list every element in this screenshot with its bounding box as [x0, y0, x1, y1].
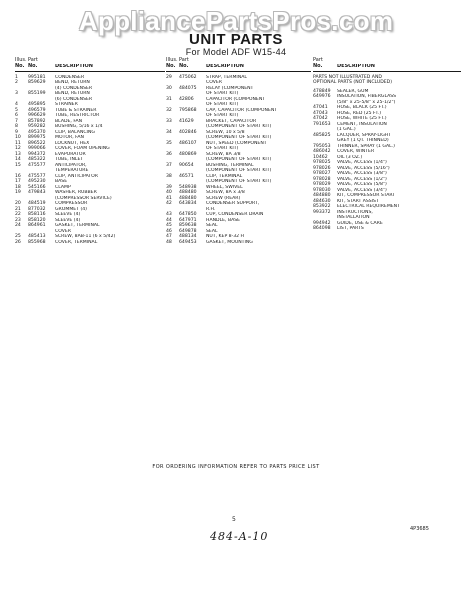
illus-number: 19: [15, 190, 21, 195]
part-description: GASKET, TERMINAL: [55, 223, 100, 228]
illus-number: 10: [15, 135, 21, 140]
part-number: 896522: [28, 140, 46, 146]
part-description: CLAMP: [55, 184, 71, 190]
illus-number: 2: [15, 80, 18, 85]
illus-number: 6: [15, 113, 18, 118]
part-description: EVAPORATOR: [55, 151, 86, 157]
illus-number: 38: [166, 173, 172, 179]
part-description: CONDENSER SUPPORT,: [206, 201, 260, 206]
illus-number: 20: [15, 201, 21, 206]
illus-number: 45: [166, 223, 172, 228]
part-description: TUBE, INLET: [55, 157, 84, 162]
part-number: 994942: [313, 220, 331, 226]
illus-number: 44: [166, 217, 172, 223]
header-no: No.: [166, 63, 176, 69]
part-number: 855968: [28, 239, 46, 245]
illus-number: 4: [15, 102, 18, 107]
part-description: CONDENSER: [55, 74, 85, 80]
part-number: 647850: [179, 212, 197, 217]
illus-number: 31: [166, 96, 172, 102]
part-number: 488480: [179, 190, 197, 195]
part-number: 647971: [179, 217, 197, 223]
part-number: 994372: [28, 151, 46, 157]
part-number: 859629: [28, 80, 46, 85]
part-description: (COMPONENT OF START KIT): [206, 135, 272, 140]
part-number: 488480: [179, 195, 197, 201]
illus-number: 25: [15, 234, 21, 239]
illus-number: 5: [15, 107, 18, 113]
illus-number: 33: [166, 118, 172, 124]
part-number: 643834: [179, 201, 197, 206]
part-description: CLIP, BALANCING: [55, 129, 95, 135]
part-description: NUT, SPEED (COMPONENT: [206, 140, 267, 146]
page-title: UNIT PARTS: [189, 31, 283, 48]
part-number: 649878: [179, 228, 197, 234]
part-description: GUIDE, USE & CARE: [337, 220, 383, 226]
parts-column-2: [166, 58, 311, 245]
part-number: 999066: [28, 146, 46, 151]
part-description: GROMMET (4): [55, 206, 87, 212]
part-description: LIST, PARTS: [337, 226, 364, 231]
part-description: STRAINER: [55, 102, 78, 107]
header-part: Part: [28, 57, 38, 63]
part-number: 484519: [28, 201, 46, 206]
part-number: 877032: [28, 206, 46, 212]
part-number: 978026: [313, 165, 331, 171]
illus-number: 1: [15, 74, 18, 80]
part-description: RELAY (COMPONENT: [206, 85, 254, 91]
part-description: COVER: [206, 80, 222, 85]
part-number: 649453: [179, 239, 197, 245]
column-header: [15, 64, 165, 72]
illus-number: 41: [166, 195, 172, 201]
part-description: SCREW (REAR): [206, 195, 241, 201]
part-description: BEND, RETURN: [55, 80, 90, 85]
part-number: 495370: [28, 129, 46, 135]
header-part: Part: [179, 57, 189, 63]
illus-number: 18: [15, 184, 21, 190]
part-description: R.H.: [206, 206, 216, 212]
illus-number: 30: [166, 85, 172, 91]
illus-number: 26: [15, 239, 21, 245]
part-description: STRAP, TERMINAL: [206, 74, 247, 80]
part-number: 859638: [179, 223, 197, 228]
part-description: INSTRUCTIONS,: [337, 209, 373, 215]
note-line: OPTIONAL PARTS (NOT INCLUDED): [313, 80, 392, 85]
illus-number: 7: [15, 118, 18, 124]
part-description: WHEEL, SWIVEL: [206, 184, 243, 190]
part-description: CAPACITOR (COMPONENT: [206, 96, 266, 102]
illus-number: 3: [15, 91, 18, 96]
part-description: COVER: [55, 228, 71, 234]
part-description: MOTOR, FAN: [55, 135, 84, 140]
illus-number: 48: [166, 239, 172, 245]
illus-number: 40: [166, 190, 172, 195]
part-number: 478849: [313, 88, 331, 94]
part-description: (1 GAL.): [337, 127, 356, 132]
part-description: SLEEVE (4): [55, 217, 81, 223]
part-description: HOSE, BLACK (25 FT.): [337, 105, 387, 110]
part-number: 479843: [28, 190, 46, 195]
part-number: 495895: [28, 102, 46, 107]
part-number: 978028: [313, 176, 331, 182]
part-description: KIT, COMPRESSOR START: [337, 193, 396, 198]
parts-row: [313, 226, 461, 232]
part-number: 791653: [313, 121, 331, 127]
column-header: [313, 64, 461, 72]
part-description: OF START KIT): [206, 113, 239, 118]
document-code: 4P3685: [410, 526, 429, 532]
illus-number: 16: [15, 173, 21, 179]
header-no: No.: [15, 63, 25, 69]
part-number: 864098: [313, 226, 331, 231]
part-description: COVER, WINTER: [337, 149, 375, 154]
header-part-no: No.: [179, 63, 189, 69]
part-description: HOSE, RED (25 FT.): [337, 110, 382, 116]
illus-number: 8: [15, 124, 18, 129]
handwritten-note: 484-A-10: [210, 530, 269, 543]
part-number: 959282: [28, 124, 46, 129]
part-description: NUT, KEP 8-32 H: [206, 234, 245, 239]
part-number: 978025: [313, 160, 331, 165]
part-description: (COMPRESSOR SERVICE): [55, 195, 112, 201]
part-number: 47042: [313, 116, 328, 121]
part-number: 649976: [313, 94, 331, 99]
parts-column-3: [313, 58, 461, 232]
part-description: CLIP, ANTICIPATOR: [55, 173, 98, 179]
illus-number: 12: [15, 146, 21, 151]
part-number: 485825: [313, 132, 331, 138]
part-description: SCREW, 10 x 5/8: [206, 129, 245, 135]
parts-column-1: [15, 58, 165, 245]
part-number: 978030: [313, 187, 331, 193]
part-description: COVER, FOAM OPENING: [55, 146, 110, 151]
part-description: SCREW, 8A 3/8: [206, 151, 241, 157]
part-number: 41629: [179, 118, 194, 124]
page-subtitle: For Model ADF W15-44: [185, 47, 287, 57]
header-description: DESCRIPTION: [55, 64, 93, 69]
part-number: 42806: [179, 96, 194, 102]
part-number: 485322: [28, 157, 46, 162]
page-number: 5: [232, 516, 236, 523]
part-number: 858116: [28, 212, 46, 217]
part-description: OIL (3 OZ.): [337, 154, 363, 160]
part-description: BUSHING, TERMINAL: [206, 162, 254, 168]
part-number: 978027: [313, 171, 331, 176]
illus-number: 17: [15, 179, 21, 184]
part-description: THINNER, SPRAY (1 GAL.): [337, 143, 395, 149]
part-description: KIT, START ASSIST: [337, 198, 379, 204]
part-description: (4) CONDENSER: [55, 85, 93, 91]
illus-number: 15: [15, 162, 21, 168]
part-number: 475577: [28, 173, 46, 179]
illus-number: 29: [166, 74, 172, 80]
illus-number: 9: [15, 129, 18, 135]
part-number: 486107: [179, 140, 197, 146]
illus-number: 14: [15, 157, 21, 162]
part-description: (COMPONENT OF START KIT): [206, 179, 272, 184]
part-number: 795868: [179, 107, 197, 113]
header-part-no: No.: [313, 63, 323, 69]
part-number: 46571: [179, 173, 194, 179]
illus-number: 34: [166, 129, 172, 135]
part-description: BEND, RETURN: [55, 91, 90, 96]
column-header: [166, 64, 311, 72]
parts-row: [15, 240, 165, 246]
part-description: VALVE, ACCESS (1/4"): [337, 160, 387, 165]
header-part-no: No.: [28, 63, 38, 69]
part-description: HANDLE, BASE: [206, 217, 241, 223]
part-number: 857892: [28, 118, 46, 124]
parts-row: [166, 240, 311, 246]
part-description: LACQUER, SPRAY-LIGHT: [337, 132, 392, 138]
illus-number: 13: [15, 151, 21, 157]
part-number: 495230: [28, 179, 46, 184]
illus-number: 21: [15, 206, 21, 212]
part-description: OF START KIT): [206, 146, 239, 151]
part-number: 47041: [313, 105, 328, 110]
part-description: COMPRESSOR: [55, 201, 88, 206]
part-description: CUP, CONDENSER DRAIN: [206, 212, 264, 217]
part-description: COVER, TERMINAL: [55, 239, 98, 245]
part-description: (5/8" x 25-5/8" x 25-1/2"): [337, 99, 396, 105]
part-number: 548938: [179, 184, 197, 190]
part-description: VALVE, ACCESS (5/16"): [337, 165, 390, 171]
part-description: TUBE & STRAINER: [55, 107, 97, 113]
part-number: 475577: [28, 162, 46, 168]
part-number: 10462: [313, 154, 328, 160]
part-number: 545166: [28, 184, 46, 190]
part-number: 795053: [313, 143, 331, 149]
illus-number: 35: [166, 140, 172, 146]
part-number: 993372: [313, 209, 331, 215]
part-description: SLEEVE (4): [55, 212, 81, 217]
illus-number: 36: [166, 151, 172, 157]
part-number: 475062: [179, 74, 197, 80]
part-description: INSTALLATION: [337, 215, 370, 220]
part-number: 864961: [28, 223, 46, 228]
part-number: 486042: [313, 149, 331, 154]
part-number: 858120: [28, 217, 46, 223]
part-number: 853922: [313, 204, 331, 209]
illus-number: 11: [15, 140, 21, 146]
part-description: SEALER, GUM: [337, 88, 369, 94]
note-line: PARTS NOT ILLUSTRATED AND: [313, 74, 382, 80]
part-description: BLADE, FAN: [55, 118, 83, 124]
part-description: BRACKET, CAPACITOR: [206, 118, 257, 124]
part-number: 496579: [28, 107, 46, 113]
part-description: HOSE, WHITE (25 FT.): [337, 116, 387, 121]
part-description: CAP, CAPACITOR (COMPONENT: [206, 107, 278, 113]
header-illus: Illus.: [15, 57, 27, 63]
part-description: CLIP, TERMINAL: [206, 173, 243, 179]
not-illustrated-note: [313, 75, 461, 86]
part-number: 484075: [179, 85, 197, 91]
illus-number: 37: [166, 162, 172, 168]
part-description: OF START KIT): [206, 102, 239, 107]
part-description: CEMENT, INSULATION: [337, 121, 387, 127]
part-number: 47043: [313, 110, 328, 116]
part-number: 488134: [179, 234, 197, 239]
part-description: (COMPONENT OF START KIT): [206, 124, 272, 129]
part-description: VALVE, ACCESS (3/4"): [337, 187, 387, 193]
illus-number: 22: [15, 212, 21, 217]
part-number: 484630: [313, 198, 331, 204]
part-number: 90654: [179, 162, 194, 168]
part-description: SCREW, 8A x 3/8: [206, 190, 245, 195]
illus-number: 47: [166, 234, 172, 239]
part-description: WASHER, RUBBER: [55, 190, 97, 195]
part-description: LOCKNUT, HEX: [55, 140, 90, 146]
header-illus: Illus.: [166, 57, 178, 63]
illus-number: 46: [166, 228, 172, 234]
part-description: BUSHING, 5/16 x 1/4: [55, 124, 103, 129]
part-number: 995181: [28, 74, 46, 80]
part-description: BASE: [55, 179, 68, 184]
watermark: AppliancePartsPros.com: [78, 6, 394, 36]
illus-number: 23: [15, 217, 21, 223]
part-number: 899975: [28, 135, 46, 140]
part-description: OF START KIT): [206, 91, 239, 96]
part-description: VALVE, ACCESS (5/8"): [337, 182, 387, 187]
part-description: SEAL: [206, 223, 218, 228]
part-description: ELECTRICAL REQUIREMENT: [337, 204, 400, 209]
part-description: ANTICIPATOR,: [55, 162, 87, 168]
illus-number: 24: [15, 223, 21, 228]
part-description: SEAL: [206, 228, 218, 234]
illus-number: 39: [166, 184, 172, 190]
part-number: 855199: [28, 91, 46, 96]
header-part: Part: [313, 57, 323, 63]
part-description: (COMPONENT OF START KIT): [206, 168, 272, 173]
header-description: DESCRIPTION: [337, 64, 375, 69]
part-number: 484880: [313, 193, 331, 198]
part-description: GREY (1 QT. THINNED): [337, 138, 389, 143]
part-description: GASKET, MOUNTING: [206, 239, 253, 245]
part-number: 485413: [28, 234, 46, 239]
part-number: 402846: [179, 129, 197, 135]
part-description: (COMPONENT OF START KIT): [206, 157, 272, 162]
part-number: 480869: [179, 151, 197, 157]
ordering-note: FOR ORDERING INFORMATION REFER TO PARTS PRICE LIST: [152, 464, 320, 470]
illus-number: 42: [166, 201, 172, 206]
part-description: INSULATION, FIBERGLASS: [337, 94, 397, 99]
header-description: DESCRIPTION: [206, 64, 244, 69]
part-description: VALVE, ACCESS (1/2"): [337, 176, 387, 182]
part-description: (6) CONDENSER: [55, 96, 93, 102]
illus-number: 32: [166, 107, 172, 113]
part-description: SCREW, 8AB-11 (6 x 5/42): [55, 234, 116, 239]
part-description: TUBE, RESTRICTOR: [55, 113, 100, 118]
part-description: VALVE, ACCESS (3/8"): [337, 171, 387, 176]
part-number: 978029: [313, 182, 331, 187]
illus-number: 43: [166, 212, 172, 217]
part-number: 996629: [28, 113, 46, 118]
part-description: TEMPERATURE: [55, 168, 89, 173]
